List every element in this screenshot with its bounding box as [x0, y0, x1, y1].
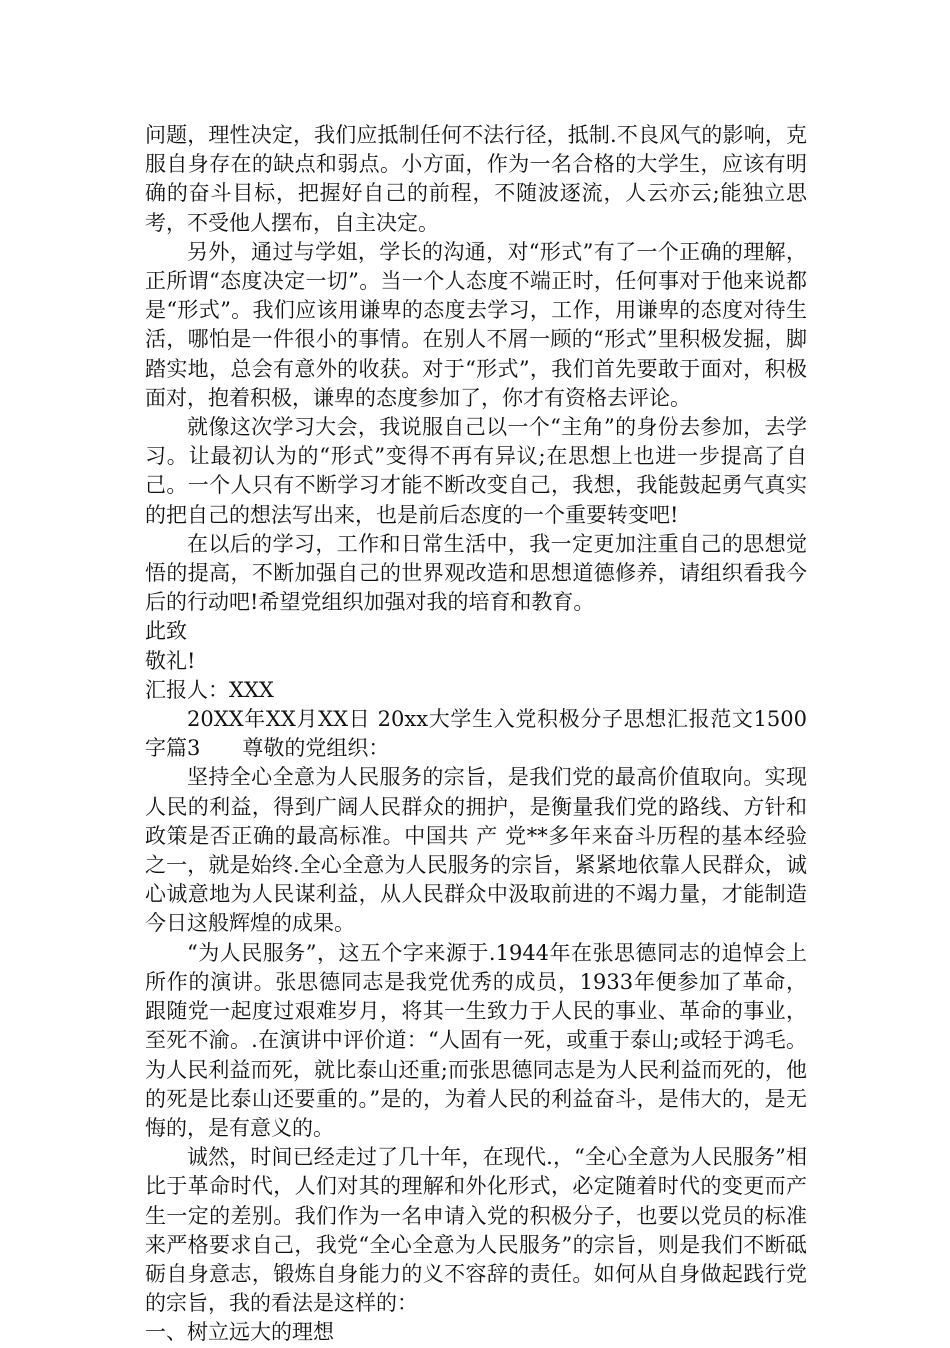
body2-paragraph-2: “为人民服务”，这五个字来源于.1944年在张思德同志的追悼会上所作的演讲。张思德同志是我党优秀的成员，1933年便参加了革命，跟随党一起度过艰难岁月，将其一生致力于人民的事业、革命的事业，至死不渝。.在演讲中评价道：“人固有一死，或重于泰山;或轻于鸿毛。为人民利益而死，就比泰山还重;而张思德同志是为人民利益而死的，他的死是比泰山还要重的。”是的，为着人民的利益奋斗，是伟大的，是无悔的，是有意义的。 — [145, 940, 807, 1140]
paragraph-3: 就像这次学习大会，我说服自己以一个“主角”的身份去参加，去学习。让最初认为的“形式”变得不再有异议;在思想上也进一步提高了自己。一个人只有不断学习才能不断改变自己，我想，我能鼓起勇气真实的把自己的想法写出来，也是前后态度的一个重要转变吧! — [145, 415, 807, 527]
date-and-next-title: 20XX年XX月XX日 20xx大学生入党积极分子思想汇报范文1500字篇3 尊敬的党组织： — [145, 707, 807, 761]
paragraph-2: 另外，通过与学姐，学长的沟通，对“形式”有了一个正确的理解，正所谓“态度决定一切”。当一个人态度不端正时，任何事对于他来说都是“形式”。我们应该用谦卑的态度去学习，工作，用谦卑的态度对待生活，哪怕是一件很小的事情。在别人不屑一顾的“形式”里积极发掘，脚踏实地，总会有意外的收获。对于“形式”，我们首先要敢于面对，积极面对，抱着积极，谦卑的态度参加了，你才有资格去评论。 — [145, 239, 807, 410]
paragraph-1: 问题，理性决定，我们应抵制任何不法行径，抵制.不良风气的影响，克服自身存在的缺点和弱点。小方面，作为一名合格的大学生，应该有明确的奋斗目标，把握好自己的前程，不随波逐流，人云亦云;能独立思考，不受他人摆布，自主决定。 — [145, 123, 807, 235]
section-heading: 一、树立远大的理想 — [145, 1320, 334, 1345]
closing-line-1: 此致 — [145, 619, 187, 644]
document-page — [145, 121, 807, 1348]
body2-paragraph-3: 诚然，时间已经走过了几十年，在现代.，“全心全意为人民服务”相比于革命时代，人们对其的理解和外化形式，必定随着时代的变更而产生一定的差别。我们作为一名申请入党的积极分子，也要以党员的标准来严格要求自己，我党“全心全意为人民服务”的宗旨，则是我们不断砥砺自身意志，锻炼自身能力的义不容辞的责任。如何从自身做起践行党的宗旨，我的看法是这样的： — [145, 1145, 807, 1316]
closing-line-2: 敬礼! — [145, 648, 196, 673]
paragraph-4: 在以后的学习，工作和日常生活中，我一定更加注重自己的思想觉悟的提高，不断加强自己的世界观改造和思想道德修养，请组织看我今后的行动吧!希望党组织加强对我的培育和教育。 — [145, 531, 807, 615]
body2-paragraph-1: 坚持全心全意为人民服务的宗旨，是我们党的最高价值取向。实现人民的利益，得到广阔人民群众的拥护，是衡量我们党的路线、方针和政策是否正确的最高标准。中国共 产 党**多年来奋斗历程的基本经验之一，就是始终.全心全意为人民服务的宗旨，紧紧地依靠人民群众，诚心诚意地为人民谋利益，从人民群众中汲取前进的不竭力量，才能制造今日这般辉煌的成果。 — [145, 765, 807, 936]
reporter-line: 汇报人：XXX — [145, 677, 274, 702]
